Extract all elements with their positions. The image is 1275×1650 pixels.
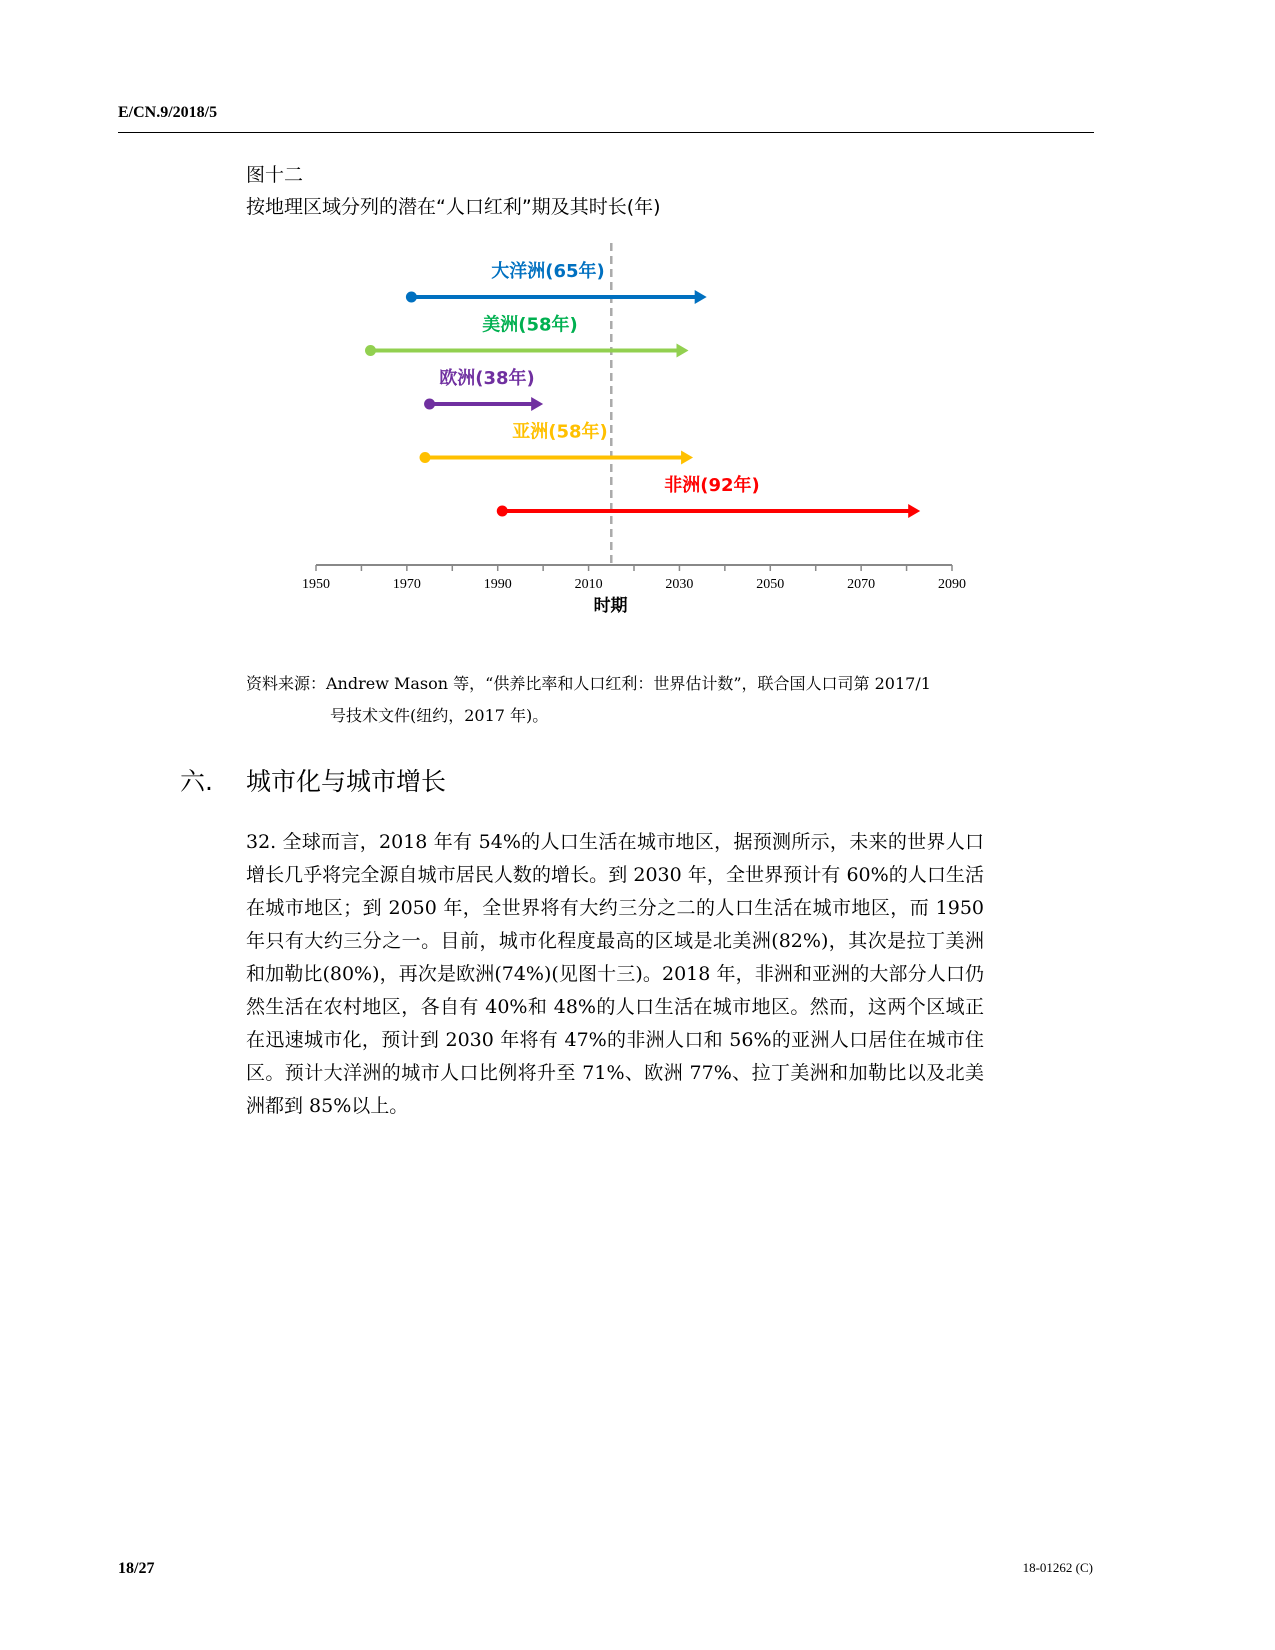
range-start-dot [424,399,435,410]
x-tick-label: 1950 [302,577,330,592]
range-start-dot [497,506,508,517]
series-label: 美洲(58年) [482,314,578,336]
x-tick-label: 2090 [938,577,966,592]
figure-title: 按地理区域分列的潜在“人口红利”期及其时长(年) [246,196,661,218]
section-number: 六. [180,767,213,796]
paragraph-32: 32. 全球而言，2018 年有 54%的人口生活在城市地区，据预测所示，未来的世界人口增长几乎将完全源自城市居民人数的增长。到 2030 年，全世界预计有 60%的人口生活在城市地区；到 2050 年，全世界将有大约三分之二的人口生活在城市地区，而 1950 年只有大约三分之一。目前，城市化程度最高的区域是北美洲(82%)，其次是拉丁美洲和加勒比(80%)，再次是欧洲(74%)(见图十三)。2018 年，非洲和亚洲的大部分人口仍然生活在农村地区，各自有 40%和 48%的人口生活在城市地区。然而，这两个区域正在迅速城市化，预计到 2030 年将有 47%的非洲人口和 56%的亚洲人口居住在城市住区。预计大洋洲的城市人口比例将升至 71%、欧洲 77%、拉丁美洲和加勒比以及北美洲都到 85%以上。 [246,831,984,1117]
series-label: 欧洲(38年) [439,368,535,389]
series-label: 大洋洲(65年) [491,261,605,282]
x-tick-label: 1990 [483,577,512,592]
figure-source [246,668,986,732]
source-line-1: 资料来源：Andrew Mason 等，“供养比率和人口红利：世界估计数”，联合国人口司第 2017/1 [246,674,931,693]
x-tick-label: 2030 [665,577,694,592]
demographic-dividend-chart [0,0,1275,640]
range-start-dot [420,452,431,463]
page-number: 18/27 [118,1560,155,1577]
figure-number: 图十二 [246,164,304,186]
range-arrow-head [681,451,693,465]
range-start-dot [365,345,376,356]
source-line-2: 号技术文件(纽约，2017 年)。 [330,706,549,725]
range-start-dot [406,292,417,303]
range-arrow-head [531,397,543,411]
range-arrow-head [908,504,920,518]
range-arrow-head [677,344,689,358]
x-tick-label: 2070 [847,577,876,592]
doc-code: 18-01262 (C) [1022,1560,1093,1575]
series-label: 非洲(92年) [664,475,760,496]
x-tick-label: 2050 [756,577,785,592]
x-tick-label: 1970 [392,577,421,592]
range-arrow-head [695,290,707,304]
x-tick-label: 2010 [574,577,603,592]
x-axis-label: 时期 [593,596,628,616]
section-heading [180,762,446,798]
doc-symbol: E/CN.9/2018/5 [118,104,218,121]
section-title: 城市化与城市增长 [246,767,447,796]
series-label: 亚洲(58年) [512,421,608,443]
